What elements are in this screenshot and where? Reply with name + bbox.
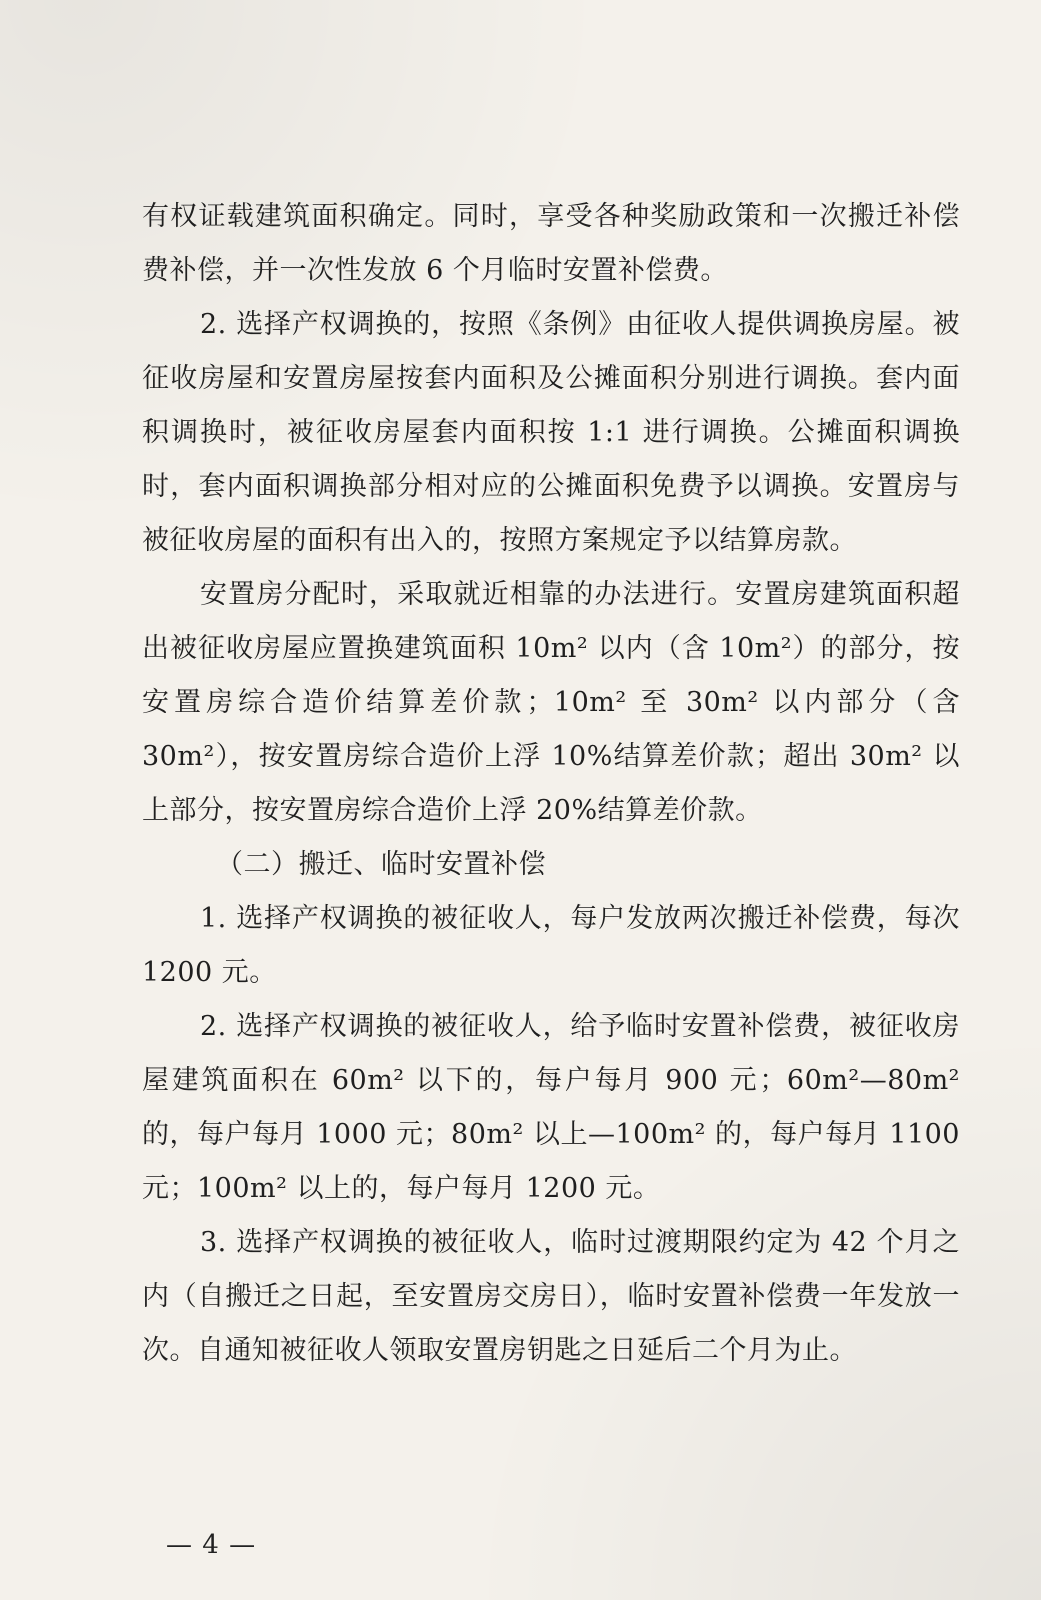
paragraph-5: 2. 选择产权调换的被征收人，给予临时安置补偿费，被征收房屋建筑面积在 60m² 以下的，每户每月 900 元；60m²—80m² 的，每户每月 1000 元；80m² 以上—100m² 的，每户每月 1100 元；100m² 以上的，每户每月 1200 元。: [142, 1011, 960, 1204]
paragraph-2: 2. 选择产权调换的，按照《条例》由征收人提供调换房屋。被征收房屋和安置房屋按套内面积及公摊面积分别进行调换。套内面积调换时，被征收房屋套内面积按 1:1 进行调换。公摊面积调换时，套内面积调换部分相对应的公摊面积免费予以调换。安置房与被征收房屋的面积有出入的，按照方案规定予以结算房款。: [142, 309, 960, 556]
paragraph-1: 有权证载建筑面积确定。同时，享受各种奖励政策和一次搬迁补偿费补偿，并一次性发放 6 个月临时安置补偿费。: [142, 201, 960, 286]
paragraph-6: 3. 选择产权调换的被征收人，临时过渡期限约定为 42 个月之内（自搬迁之日起，至安置房交房日），临时安置补偿费一年发放一次。自通知被征收人领取安置房钥匙之日延后二个月为止。: [142, 1227, 960, 1366]
page-number: — 4 —: [166, 1530, 257, 1560]
paragraph-4: 1. 选择产权调换的被征收人，每户发放两次搬迁补偿费，每次 1200 元。: [142, 903, 960, 988]
paragraph-3: 安置房分配时，采取就近相靠的办法进行。安置房建筑面积超出被征收房屋应置换建筑面积 10m² 以内（含 10m²）的部分，按安置房综合造价结算差价款；10m² 至 30m² 以内部分（含 30m²），按安置房综合造价上浮 10%结算差价款；超出 30m² 以上部分，按安置房综合造价上浮 20%结算差价款。: [142, 579, 960, 826]
document-body: [142, 190, 960, 1378]
section-title: （二）搬迁、临时安置补偿: [216, 849, 546, 880]
